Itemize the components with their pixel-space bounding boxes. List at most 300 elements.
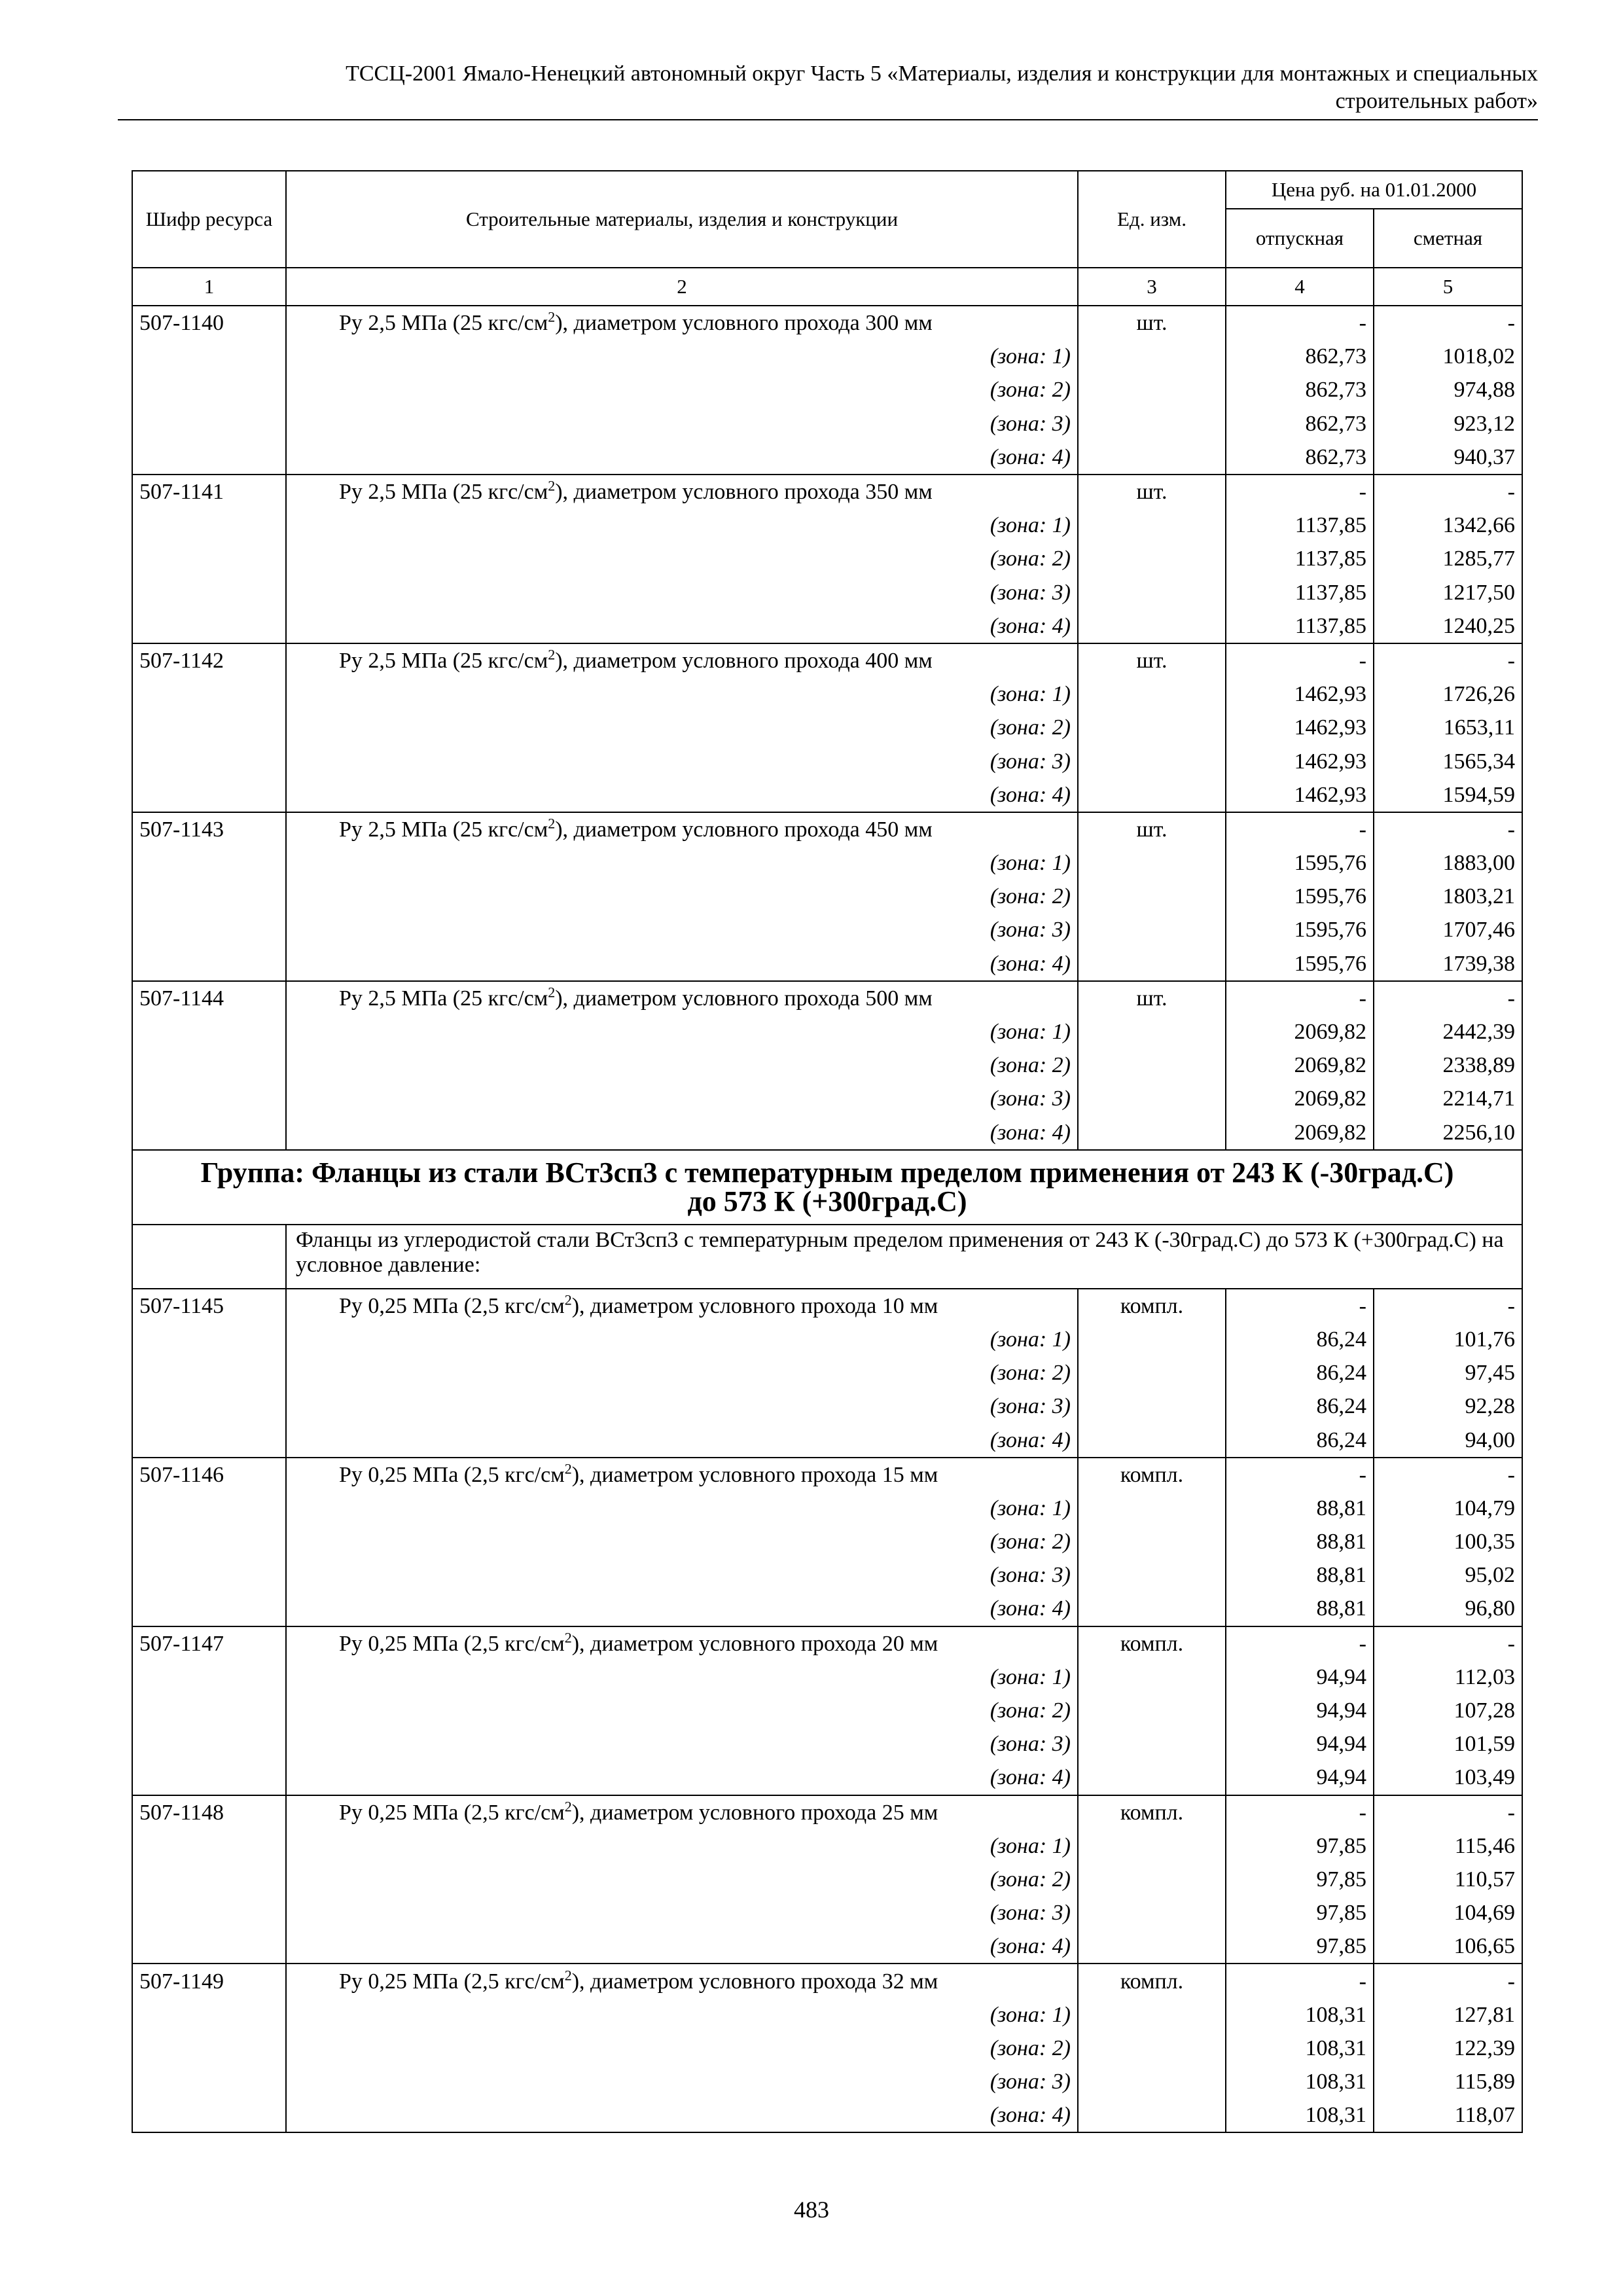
table-row <box>132 1458 1522 1492</box>
empty-cell <box>132 1015 286 1049</box>
release-price: 1462,93 <box>1226 744 1374 778</box>
estimate-price: 1707,46 <box>1374 913 1522 946</box>
description-text: Ру 2,5 МПа (25 кгс/см <box>339 986 548 1011</box>
zone-row <box>132 1356 1522 1390</box>
release-price: 1462,93 <box>1226 711 1374 744</box>
zone-row <box>132 1896 1522 1929</box>
zone-label: (зона: 4) <box>286 1929 1078 1964</box>
item-description <box>286 1458 1078 1492</box>
zone-label: (зона: 1) <box>286 509 1078 542</box>
empty-cell <box>132 778 286 812</box>
description-text: Ру 2,5 МПа (25 кгс/см <box>339 311 548 336</box>
zone-row <box>132 1049 1522 1082</box>
resource-code: 507-1146 <box>132 1458 286 1492</box>
estimate-price: - <box>1374 981 1522 1015</box>
release-price: 2069,82 <box>1226 1049 1374 1082</box>
description-text: Ру 0,25 МПа (2,5 кгс/см <box>339 1969 565 1994</box>
release-price: 862,73 <box>1226 340 1374 373</box>
description-text: ), диаметром условного прохода 450 мм <box>555 817 933 842</box>
header-line-2: строительных работ» <box>1335 89 1538 113</box>
empty-cell <box>1078 711 1226 744</box>
zone-row <box>132 1694 1522 1727</box>
item-description <box>286 812 1078 846</box>
column-header-estimate-price: сметная <box>1374 209 1522 268</box>
release-price: 97,85 <box>1226 1929 1374 1964</box>
zone-row <box>132 2032 1522 2065</box>
zone-row <box>132 1423 1522 1457</box>
resource-code: 507-1148 <box>132 1795 286 1829</box>
empty-cell <box>1078 913 1226 946</box>
description-text: ), диаметром условного прохода 20 мм <box>571 1631 938 1656</box>
empty-cell <box>1078 1116 1226 1150</box>
empty-cell <box>132 2065 286 2098</box>
items-group-a <box>132 306 1522 1150</box>
zone-label: (зона: 4) <box>286 1116 1078 1150</box>
description-text: Ру 2,5 МПа (25 кгс/см <box>339 480 548 505</box>
estimate-price: 1594,59 <box>1374 778 1522 812</box>
release-price: 862,73 <box>1226 373 1374 406</box>
table-row <box>132 643 1522 677</box>
unit-superscript: 2 <box>548 815 556 832</box>
estimate-price: 1803,21 <box>1374 880 1522 913</box>
empty-cell <box>132 1049 286 1082</box>
estimate-price: 1883,00 <box>1374 846 1522 880</box>
column-header-release-price: отпускная <box>1226 209 1374 268</box>
zone-row <box>132 1323 1522 1356</box>
release-price: 97,85 <box>1226 1896 1374 1929</box>
release-price: - <box>1226 812 1374 846</box>
release-price: 1137,85 <box>1226 542 1374 575</box>
empty-cell <box>1078 947 1226 981</box>
zone-label: (зона: 1) <box>286 1015 1078 1049</box>
release-price: - <box>1226 1626 1374 1660</box>
empty-cell <box>132 576 286 609</box>
unit-of-measure: шт. <box>1078 812 1226 846</box>
empty-cell <box>1078 1592 1226 1626</box>
item-description <box>286 1964 1078 1998</box>
estimate-price: 96,80 <box>1374 1592 1522 1626</box>
empty-cell <box>132 2098 286 2132</box>
zone-label: (зона: 4) <box>286 609 1078 643</box>
empty-cell <box>1078 1929 1226 1964</box>
estimate-price: 1285,77 <box>1374 542 1522 575</box>
zone-row <box>132 913 1522 946</box>
empty-cell <box>1078 744 1226 778</box>
zone-label: (зона: 4) <box>286 947 1078 981</box>
empty-cell <box>132 1390 286 1423</box>
estimate-price: 95,02 <box>1374 1558 1522 1592</box>
description-text: ), диаметром условного прохода 350 мм <box>555 480 933 505</box>
release-price: - <box>1226 1964 1374 1998</box>
release-price: 108,31 <box>1226 1998 1374 2032</box>
zone-label: (зона: 2) <box>286 880 1078 913</box>
empty-cell <box>1078 677 1226 711</box>
unit-superscript: 2 <box>548 646 556 663</box>
group-intro: Фланцы из углеродистой стали ВСт3сп3 с температурным пределом применения от 243 К (-30град.С) до 573 К (+300град.С) на условное давление: <box>286 1225 1522 1289</box>
empty-cell <box>1078 846 1226 880</box>
zone-row <box>132 2098 1522 2132</box>
empty-cell <box>1078 2098 1226 2132</box>
release-price: - <box>1226 643 1374 677</box>
zone-label: (зона: 3) <box>286 1558 1078 1592</box>
estimate-price: 2442,39 <box>1374 1015 1522 1049</box>
empty-cell <box>1078 407 1226 440</box>
zone-label: (зона: 2) <box>286 1694 1078 1727</box>
empty-cell <box>132 1896 286 1929</box>
release-price: 86,24 <box>1226 1323 1374 1356</box>
zone-label: (зона: 3) <box>286 407 1078 440</box>
resource-code: 507-1142 <box>132 643 286 677</box>
estimate-price: 115,89 <box>1374 2065 1522 2098</box>
estimate-price: 923,12 <box>1374 407 1522 440</box>
zone-label: (зона: 4) <box>286 2098 1078 2132</box>
estimate-price: 110,57 <box>1374 1863 1522 1896</box>
zone-label: (зона: 1) <box>286 1660 1078 1694</box>
zone-row <box>132 1082 1522 1115</box>
items-group-b <box>132 1289 1522 2133</box>
description-text: ), диаметром условного прохода 500 мм <box>555 986 933 1011</box>
resource-code: 507-1141 <box>132 475 286 509</box>
zone-row <box>132 677 1522 711</box>
table-row <box>132 812 1522 846</box>
estimate-price: 1217,50 <box>1374 576 1522 609</box>
empty-cell <box>132 373 286 406</box>
empty-cell <box>1078 1558 1226 1592</box>
estimate-price: - <box>1374 1795 1522 1829</box>
zone-row <box>132 778 1522 812</box>
estimate-price: 118,07 <box>1374 2098 1522 2132</box>
estimate-price: 974,88 <box>1374 373 1522 406</box>
empty-cell <box>1078 509 1226 542</box>
estimate-price: 107,28 <box>1374 1694 1522 1727</box>
zone-label: (зона: 1) <box>286 846 1078 880</box>
empty-cell <box>1078 609 1226 643</box>
empty-cell <box>132 711 286 744</box>
release-price: 1462,93 <box>1226 677 1374 711</box>
zone-label: (зона: 2) <box>286 2032 1078 2065</box>
item-description <box>286 306 1078 340</box>
estimate-price: 101,59 <box>1374 1727 1522 1761</box>
zone-row <box>132 1015 1522 1049</box>
unit-of-measure: шт. <box>1078 643 1226 677</box>
estimate-price: - <box>1374 1289 1522 1323</box>
empty-cell <box>132 1116 286 1150</box>
empty-cell <box>132 677 286 711</box>
release-price: 108,31 <box>1226 2098 1374 2132</box>
zone-row <box>132 846 1522 880</box>
zone-label: (зона: 2) <box>286 1525 1078 1558</box>
empty-cell <box>1078 778 1226 812</box>
release-price: 1595,76 <box>1226 846 1374 880</box>
estimate-price: 97,45 <box>1374 1356 1522 1390</box>
release-price: 2069,82 <box>1226 1015 1374 1049</box>
unit-superscript: 2 <box>564 1291 572 1308</box>
resource-code: 507-1140 <box>132 306 286 340</box>
estimate-price: 2214,71 <box>1374 1082 1522 1115</box>
estimate-price: 1018,02 <box>1374 340 1522 373</box>
description-text: Ру 2,5 МПа (25 кгс/см <box>339 817 548 842</box>
empty-cell <box>1078 576 1226 609</box>
resource-code: 507-1144 <box>132 981 286 1015</box>
release-price: 94,94 <box>1226 1660 1374 1694</box>
release-price: 86,24 <box>1226 1390 1374 1423</box>
column-number: 5 <box>1374 268 1522 306</box>
release-price: 1462,93 <box>1226 778 1374 812</box>
zone-row <box>132 1492 1522 1525</box>
empty-cell <box>132 1592 286 1626</box>
zone-row <box>132 1998 1522 2032</box>
item-description <box>286 475 1078 509</box>
empty-cell <box>1078 1998 1226 2032</box>
release-price: 1595,76 <box>1226 947 1374 981</box>
page-number: 483 <box>794 2197 829 2223</box>
release-price: - <box>1226 475 1374 509</box>
empty-cell <box>1078 1727 1226 1761</box>
release-price: - <box>1226 981 1374 1015</box>
column-number: 2 <box>286 268 1078 306</box>
release-price: 108,31 <box>1226 2065 1374 2098</box>
zone-label: (зона: 1) <box>286 1323 1078 1356</box>
estimate-price: 2256,10 <box>1374 1116 1522 1150</box>
release-price: 94,94 <box>1226 1694 1374 1727</box>
zone-label: (зона: 3) <box>286 1082 1078 1115</box>
empty-cell <box>132 2032 286 2065</box>
estimate-price: - <box>1374 812 1522 846</box>
zone-label: (зона: 2) <box>286 711 1078 744</box>
empty-cell <box>132 609 286 643</box>
empty-cell <box>1078 1423 1226 1457</box>
empty-cell <box>1078 1829 1226 1863</box>
description-text: ), диаметром условного прохода 15 мм <box>571 1462 938 1487</box>
estimate-price: 112,03 <box>1374 1660 1522 1694</box>
empty-cell <box>1078 1049 1226 1082</box>
unit-superscript: 2 <box>564 1629 572 1646</box>
release-price: 2069,82 <box>1226 1116 1374 1150</box>
resource-code: 507-1145 <box>132 1289 286 1323</box>
empty-cell <box>132 1423 286 1457</box>
unit-of-measure: компл. <box>1078 1964 1226 1998</box>
item-description <box>286 1289 1078 1323</box>
empty-cell <box>1078 340 1226 373</box>
estimate-price: 2338,89 <box>1374 1049 1522 1082</box>
release-price: 88,81 <box>1226 1558 1374 1592</box>
resource-code: 507-1143 <box>132 812 286 846</box>
empty-cell <box>1078 880 1226 913</box>
release-price: - <box>1226 306 1374 340</box>
release-price: 1137,85 <box>1226 609 1374 643</box>
estimate-price: 100,35 <box>1374 1525 1522 1558</box>
zone-label: (зона: 3) <box>286 576 1078 609</box>
zone-label: (зона: 2) <box>286 1356 1078 1390</box>
release-price: 1137,85 <box>1226 576 1374 609</box>
empty-cell <box>132 1761 286 1795</box>
description-text: ), диаметром условного прохода 32 мм <box>571 1969 938 1994</box>
empty-cell <box>132 440 286 475</box>
zone-row <box>132 711 1522 744</box>
zone-row <box>132 1929 1522 1964</box>
zone-label: (зона: 4) <box>286 1761 1078 1795</box>
release-price: 1595,76 <box>1226 913 1374 946</box>
description-text: ), диаметром условного прохода 25 мм <box>571 1800 938 1825</box>
table-row <box>132 1289 1522 1323</box>
release-price: 1137,85 <box>1226 509 1374 542</box>
table-row <box>132 475 1522 509</box>
estimate-price: 940,37 <box>1374 440 1522 475</box>
zone-row <box>132 2065 1522 2098</box>
empty-cell <box>132 542 286 575</box>
zone-row <box>132 1390 1522 1423</box>
unit-superscript: 2 <box>564 1798 572 1815</box>
description-text: ), диаметром условного прохода 300 мм <box>555 311 933 336</box>
estimate-price: - <box>1374 306 1522 340</box>
description-text: Ру 0,25 МПа (2,5 кгс/см <box>339 1800 565 1825</box>
zone-label: (зона: 3) <box>286 1896 1078 1929</box>
release-price: - <box>1226 1289 1374 1323</box>
empty-cell <box>1078 1082 1226 1115</box>
zone-row <box>132 1592 1522 1626</box>
release-price: 88,81 <box>1226 1525 1374 1558</box>
zone-row <box>132 542 1522 575</box>
empty-cell <box>1078 1761 1226 1795</box>
table-row <box>132 306 1522 340</box>
empty-cell <box>1078 2065 1226 2098</box>
zone-label: (зона: 1) <box>286 340 1078 373</box>
zone-label: (зона: 2) <box>286 542 1078 575</box>
description-text: Ру 0,25 МПа (2,5 кгс/см <box>339 1462 565 1487</box>
intro-empty-cell <box>132 1225 286 1289</box>
zone-row <box>132 576 1522 609</box>
zone-label: (зона: 2) <box>286 1049 1078 1082</box>
unit-of-measure: шт. <box>1078 475 1226 509</box>
empty-cell <box>132 1829 286 1863</box>
empty-cell <box>132 1929 286 1964</box>
empty-cell <box>132 407 286 440</box>
empty-cell <box>1078 542 1226 575</box>
zone-row <box>132 509 1522 542</box>
zone-row <box>132 340 1522 373</box>
release-price: 97,85 <box>1226 1863 1374 1896</box>
estimate-price: 115,46 <box>1374 1829 1522 1863</box>
release-price: - <box>1226 1795 1374 1829</box>
release-price: 88,81 <box>1226 1592 1374 1626</box>
empty-cell <box>132 1525 286 1558</box>
empty-cell <box>132 1727 286 1761</box>
estimate-price: 104,69 <box>1374 1896 1522 1929</box>
zone-row <box>132 609 1522 643</box>
empty-cell <box>132 1082 286 1115</box>
release-price: 86,24 <box>1226 1423 1374 1457</box>
estimate-price: 103,49 <box>1374 1761 1522 1795</box>
zone-label: (зона: 2) <box>286 1863 1078 1896</box>
zone-label: (зона: 2) <box>286 373 1078 406</box>
empty-cell <box>132 744 286 778</box>
item-description <box>286 643 1078 677</box>
zone-row <box>132 1116 1522 1150</box>
estimate-price: - <box>1374 475 1522 509</box>
item-description <box>286 981 1078 1015</box>
estimate-price: 106,65 <box>1374 1929 1522 1964</box>
column-header-price: Цена руб. на 01.01.2000 <box>1226 171 1522 209</box>
group-section <box>132 1150 1522 1289</box>
empty-cell <box>132 1356 286 1390</box>
empty-cell <box>132 1492 286 1525</box>
price-table <box>132 170 1523 2133</box>
resource-code: 507-1149 <box>132 1964 286 1998</box>
empty-cell <box>1078 440 1226 475</box>
zone-row <box>132 947 1522 981</box>
empty-cell <box>132 1694 286 1727</box>
empty-cell <box>132 340 286 373</box>
estimate-price: 1726,26 <box>1374 677 1522 711</box>
description-text: Ру 0,25 МПа (2,5 кгс/см <box>339 1293 565 1318</box>
release-price: 1595,76 <box>1226 880 1374 913</box>
empty-cell <box>132 509 286 542</box>
unit-of-measure: компл. <box>1078 1795 1226 1829</box>
table-row <box>132 1795 1522 1829</box>
estimate-price: 1240,25 <box>1374 609 1522 643</box>
unit-of-measure: шт. <box>1078 306 1226 340</box>
empty-cell <box>1078 2032 1226 2065</box>
unit-of-measure: шт. <box>1078 981 1226 1015</box>
estimate-price: 104,79 <box>1374 1492 1522 1525</box>
empty-cell <box>132 1863 286 1896</box>
zone-row <box>132 1558 1522 1592</box>
description-text: Ру 2,5 МПа (25 кгс/см <box>339 648 548 673</box>
zone-row <box>132 880 1522 913</box>
estimate-price: 122,39 <box>1374 2032 1522 2065</box>
estimate-price: 92,28 <box>1374 1390 1522 1423</box>
empty-cell <box>1078 1356 1226 1390</box>
empty-cell <box>1078 1015 1226 1049</box>
table-row <box>132 981 1522 1015</box>
empty-cell <box>1078 1323 1226 1356</box>
release-price: 94,94 <box>1226 1727 1374 1761</box>
estimate-price: 101,76 <box>1374 1323 1522 1356</box>
estimate-price: 1342,66 <box>1374 509 1522 542</box>
group-title-line-1: Группа: Фланцы из стали ВСт3сп3 с температурным пределом применения от 243 К (-30град.С) <box>200 1156 1454 1189</box>
column-number: 1 <box>132 268 286 306</box>
column-header-name: Строительные материалы, изделия и конструкции <box>286 171 1078 268</box>
release-price: 862,73 <box>1226 407 1374 440</box>
empty-cell <box>132 880 286 913</box>
release-price: - <box>1226 1458 1374 1492</box>
zone-row <box>132 1863 1522 1896</box>
estimate-price: 127,81 <box>1374 1998 1522 2032</box>
description-text: ), диаметром условного прохода 10 мм <box>571 1293 938 1318</box>
description-text: Ру 0,25 МПа (2,5 кгс/см <box>339 1631 565 1656</box>
unit-of-measure: компл. <box>1078 1626 1226 1660</box>
group-title <box>132 1150 1522 1225</box>
header-divider <box>118 119 1538 120</box>
empty-cell <box>132 1998 286 2032</box>
estimate-price: - <box>1374 1964 1522 1998</box>
table-row <box>132 1964 1522 1998</box>
estimate-price: 94,00 <box>1374 1423 1522 1457</box>
estimate-price: - <box>1374 1626 1522 1660</box>
empty-cell <box>1078 1525 1226 1558</box>
empty-cell <box>1078 1390 1226 1423</box>
column-header-unit: Ед. изм. <box>1078 171 1226 268</box>
zone-label: (зона: 1) <box>286 677 1078 711</box>
zone-row <box>132 744 1522 778</box>
estimate-price: 1739,38 <box>1374 947 1522 981</box>
estimate-price: - <box>1374 643 1522 677</box>
zone-row <box>132 1727 1522 1761</box>
column-number: 3 <box>1078 268 1226 306</box>
empty-cell <box>132 913 286 946</box>
release-price: 86,24 <box>1226 1356 1374 1390</box>
document-header <box>118 60 1538 115</box>
